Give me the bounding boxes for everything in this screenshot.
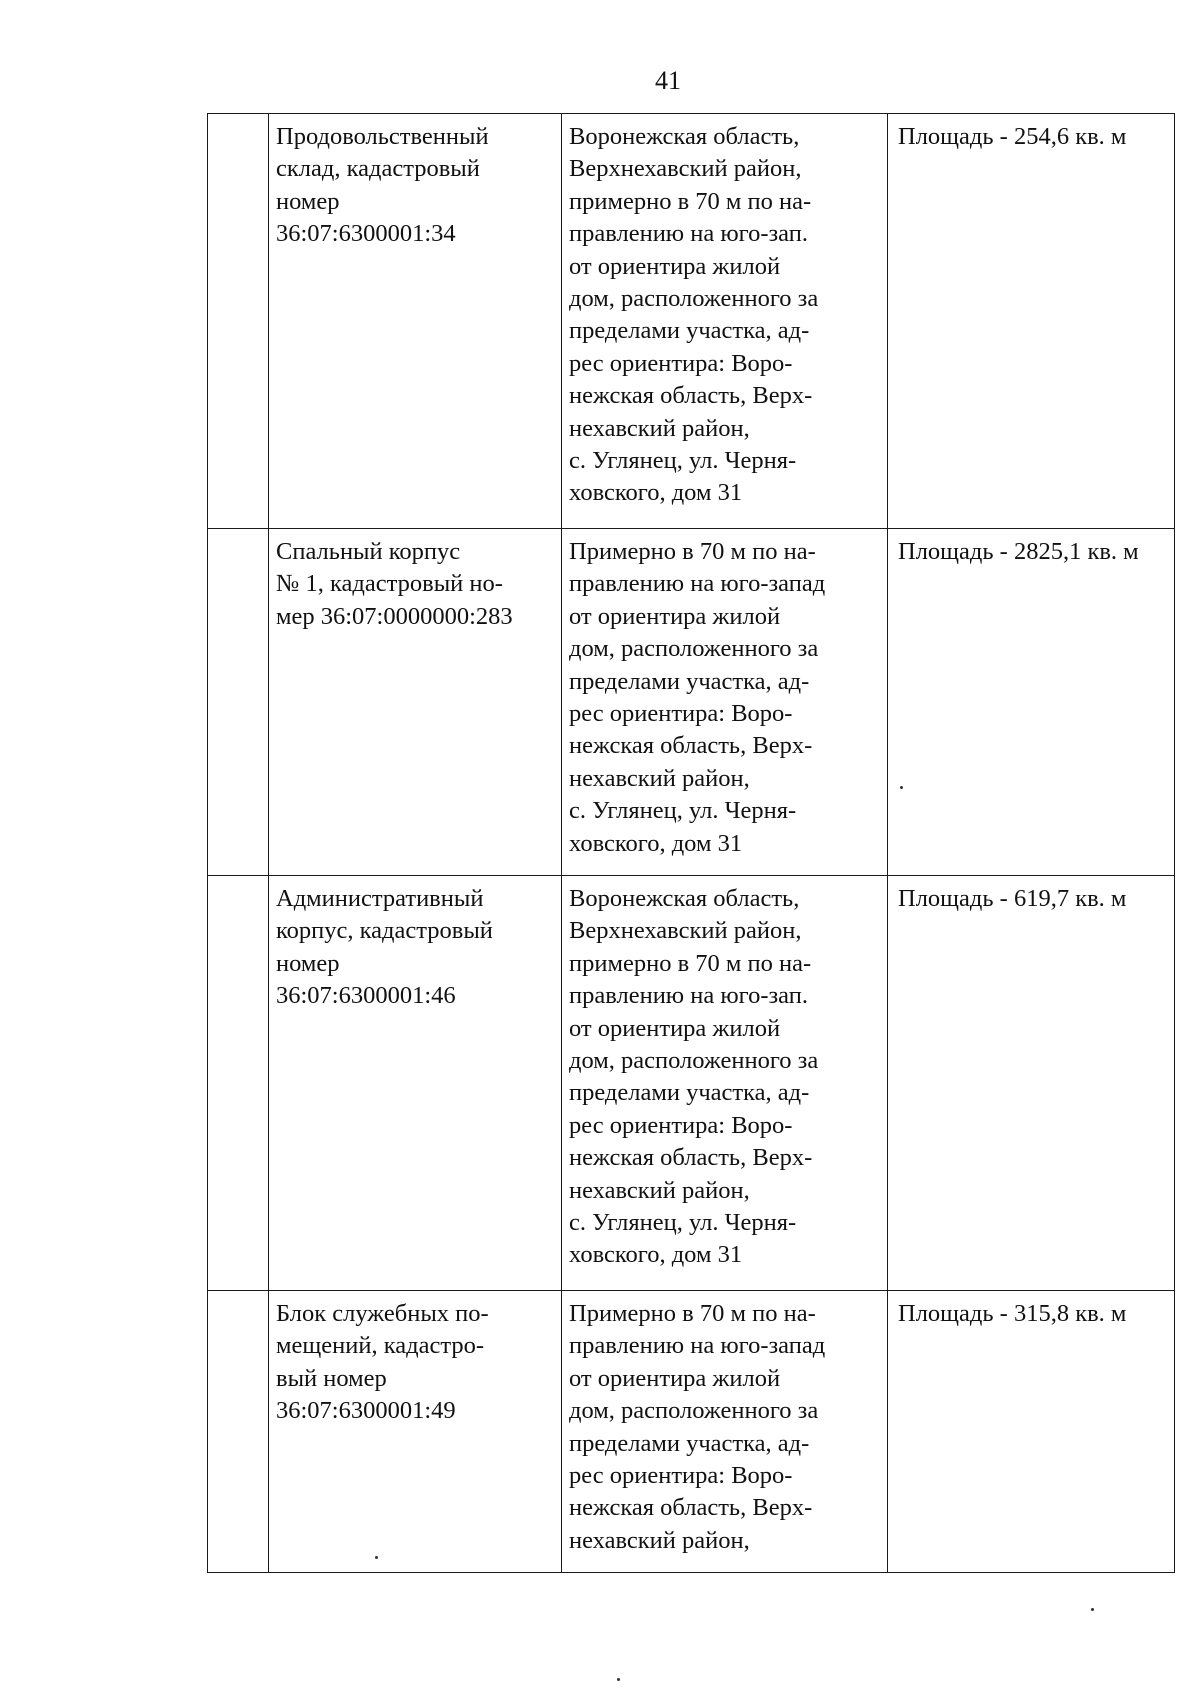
page-number: 41 [655,66,681,95]
scan-speck [617,1678,620,1681]
table-row [208,529,1175,876]
table-row [208,876,1175,1291]
scan-speck [1091,1608,1094,1611]
object-name-cell: Продовольственный склад, кадастровый номер 36:07:6300001:34 [269,114,562,529]
table-row [208,114,1175,529]
property-table [207,113,1175,1573]
scan-speck [900,786,903,789]
object-name-cell: Блок служебных по- мещений, кадастро- вый номер 36:07:6300001:49 [269,1291,562,1573]
object-name-cell: Спальный корпус № 1, кадастровый но- мер 36:07:0000000:283 [269,529,562,876]
row-index-cell [208,1291,269,1573]
row-index-cell [208,529,269,876]
area-cell: Площадь - 254,6 кв. м [888,114,1175,529]
object-name-cell: Административный корпус, кадастровый номер 36:07:6300001:46 [269,876,562,1291]
address-cell: Воронежская область, Верхнехавский район, примерно в 70 м по на- правлению на юго-зап. от ориентира жилой дом, расположенного за пределами участка, ад- рес ориентира: Воро- нежская область, Верх- нехавский район, с. Углянец, ул. Черня- ховского, дом 31 [562,114,888,529]
area-cell: Площадь - 2825,1 кв. м [888,529,1175,876]
address-cell: Примерно в 70 м по на- правлению на юго-запад от ориентира жилой дом, расположенного за пределами участка, ад- рес ориентира: Воро- нежская область, Верх- нехавский район, с. Углянец, ул. Черня- ховского, дом 31 [562,529,888,876]
row-index-cell [208,114,269,529]
address-cell: Воронежская область, Верхнехавский район, примерно в 70 м по на- правлению на юго-зап. от ориентира жилой дом, расположенного за пределами участка, ад- рес ориентира: Воро- нежская область, Верх- нехавский район, с. Углянец, ул. Черня- ховского, дом 31 [562,876,888,1291]
row-index-cell [208,876,269,1291]
table-row [208,1291,1175,1573]
address-cell: Примерно в 70 м по на- правлению на юго-запад от ориентира жилой дом, расположенного за пределами участка, ад- рес ориентира: Воро- нежская область, Верх- нехавский район, [562,1291,888,1573]
area-cell: Площадь - 619,7 кв. м [888,876,1175,1291]
area-cell: Площадь - 315,8 кв. м [888,1291,1175,1573]
scan-speck [375,1556,378,1559]
